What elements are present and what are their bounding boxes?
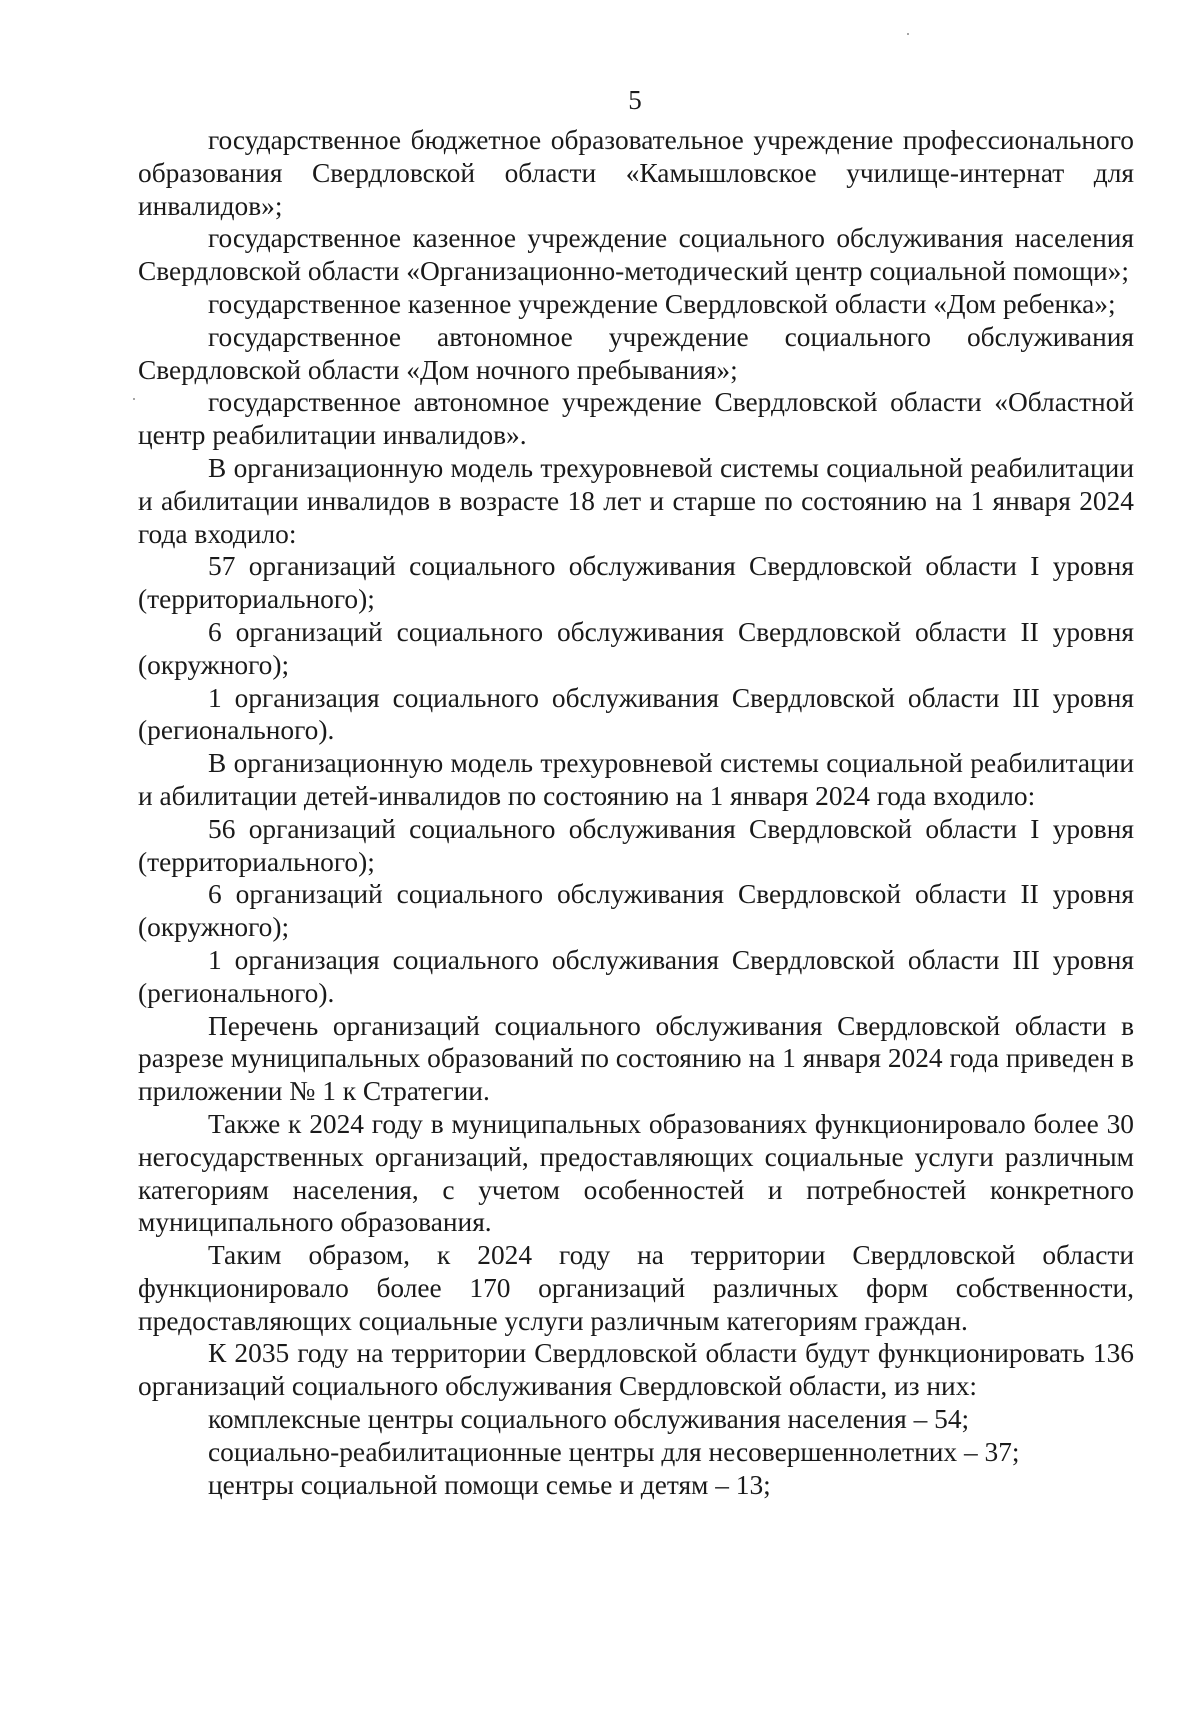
page-number: 5 xyxy=(628,85,642,115)
list-item: центры социальной помощи семье и детям – 13; xyxy=(208,1469,771,1500)
paragraph: В организационную модель трехуровневой системы социальной реабилитации и абилитации детей-инвалидов по состоянию на 1 января 2024 года входило: xyxy=(138,748,1134,811)
paragraph: Таким образом, к 2024 году на территории Свердловской области функционировало более 170 организаций различных форм собственности, предоставляющих социальные услуги различным категориям граждан. xyxy=(138,1240,1134,1336)
document-body xyxy=(138,124,1134,1501)
paragraph: 1 организация социального обслуживания Свердловской области III уровня (регионального). xyxy=(138,682,1134,746)
paragraph: 6 организаций социального обслуживания Свердловской области II уровня (окружного); xyxy=(138,616,1134,680)
scan-speck xyxy=(907,33,909,35)
paragraph: 1 организация социального обслуживания Свердловской области III уровня (регионального). xyxy=(138,944,1134,1008)
paragraph: государственное бюджетное образовательное учреждение профессионального образования Свердловской области «Камышловское училище-интернат для инвалидов»; xyxy=(138,125,1134,221)
paragraph: государственное казенное учреждение социального обслуживания населения Свердловской области «Организационно-методический центр социальной помощи»; xyxy=(138,223,1134,287)
paragraph: Перечень организаций социального обслуживания Свердловской области в разрезе муниципальных образований по состоянию на 1 января 2024 года приведен в приложении № 1 к Стратегии. xyxy=(138,1010,1134,1107)
list-item: комплексные центры социального обслуживания населения – 54; xyxy=(208,1404,970,1435)
paragraph: 57 организаций социального обслуживания Свердловской области I уровня (территориального); xyxy=(138,551,1134,615)
paragraph: государственное автономное учреждение Свердловской области «Областной центр реабилитации инвалидов». xyxy=(138,387,1134,451)
paragraph: 56 организаций социального обслуживания Свердловской области I уровня (территориального); xyxy=(138,813,1134,877)
paragraph: Также к 2024 году в муниципальных образованиях функционировало более 30 негосударственных организаций, предоставляющих социальные услуги различным категориям населения, с учетом особенностей и потребностей конкретного муниципального образования. xyxy=(138,1108,1134,1238)
paragraph: В организационную модель трехуровневой системы социальной реабилитации и абилитации инвалидов в возрасте 18 лет и старше по состоянию на 1 января 2024 года входило: xyxy=(138,452,1134,549)
scan-speck xyxy=(133,398,135,400)
list-item: социально-реабилитационные центры для несовершеннолетних – 37; xyxy=(208,1436,1020,1467)
paragraph: государственное автономное учреждение социального обслуживания Свердловской области «Дом ночного пребывания»; xyxy=(138,321,1134,385)
paragraph: К 2035 году на территории Свердловской области будут функционировать 136 организаций социального обслуживания Свердловской области, из них: xyxy=(138,1338,1134,1402)
paragraph: государственное казенное учреждение Свердловской области «Дом ребенка»; xyxy=(208,288,1116,319)
paragraph: 6 организаций социального обслуживания Свердловской области II уровня (окружного); xyxy=(138,879,1134,943)
